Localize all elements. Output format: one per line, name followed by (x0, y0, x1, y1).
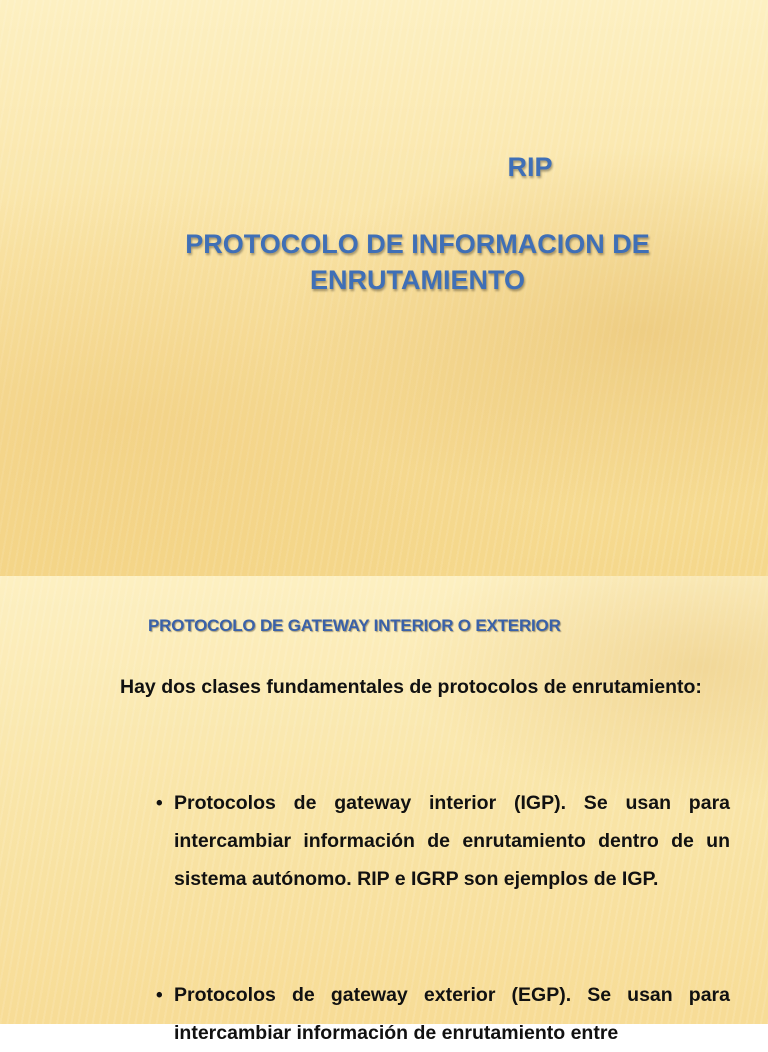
slide-heading: PROTOCOLO DE GATEWAY INTERIOR O EXTERIOR (148, 616, 561, 635)
slide-content (0, 576, 768, 1044)
slide-title-protocol-name: PROTOCOLO DE INFORMACION DE ENRUTAMIENTO (185, 229, 650, 295)
intro-paragraph: Hay dos clases fundamentales de protocolos de enrutamiento: (120, 676, 702, 698)
slide-title-rip: RIP (507, 152, 553, 182)
bullet-marker: • (156, 793, 163, 814)
bullet-marker: • (156, 985, 163, 1006)
bullet-item-egp (156, 976, 730, 1052)
bullet-text: Protocolos de gateway exterior (EGP). Se usan para intercambiar información de enrutamiento entre (174, 984, 730, 1044)
bullet-text: Protocolos de gateway interior (IGP). Se usan para intercambiar información de enrutamiento dentro de un sistema autónomo. RIP e IGRP son ejemplos de IGP. (174, 792, 730, 890)
bullet-item-igp (156, 784, 730, 898)
